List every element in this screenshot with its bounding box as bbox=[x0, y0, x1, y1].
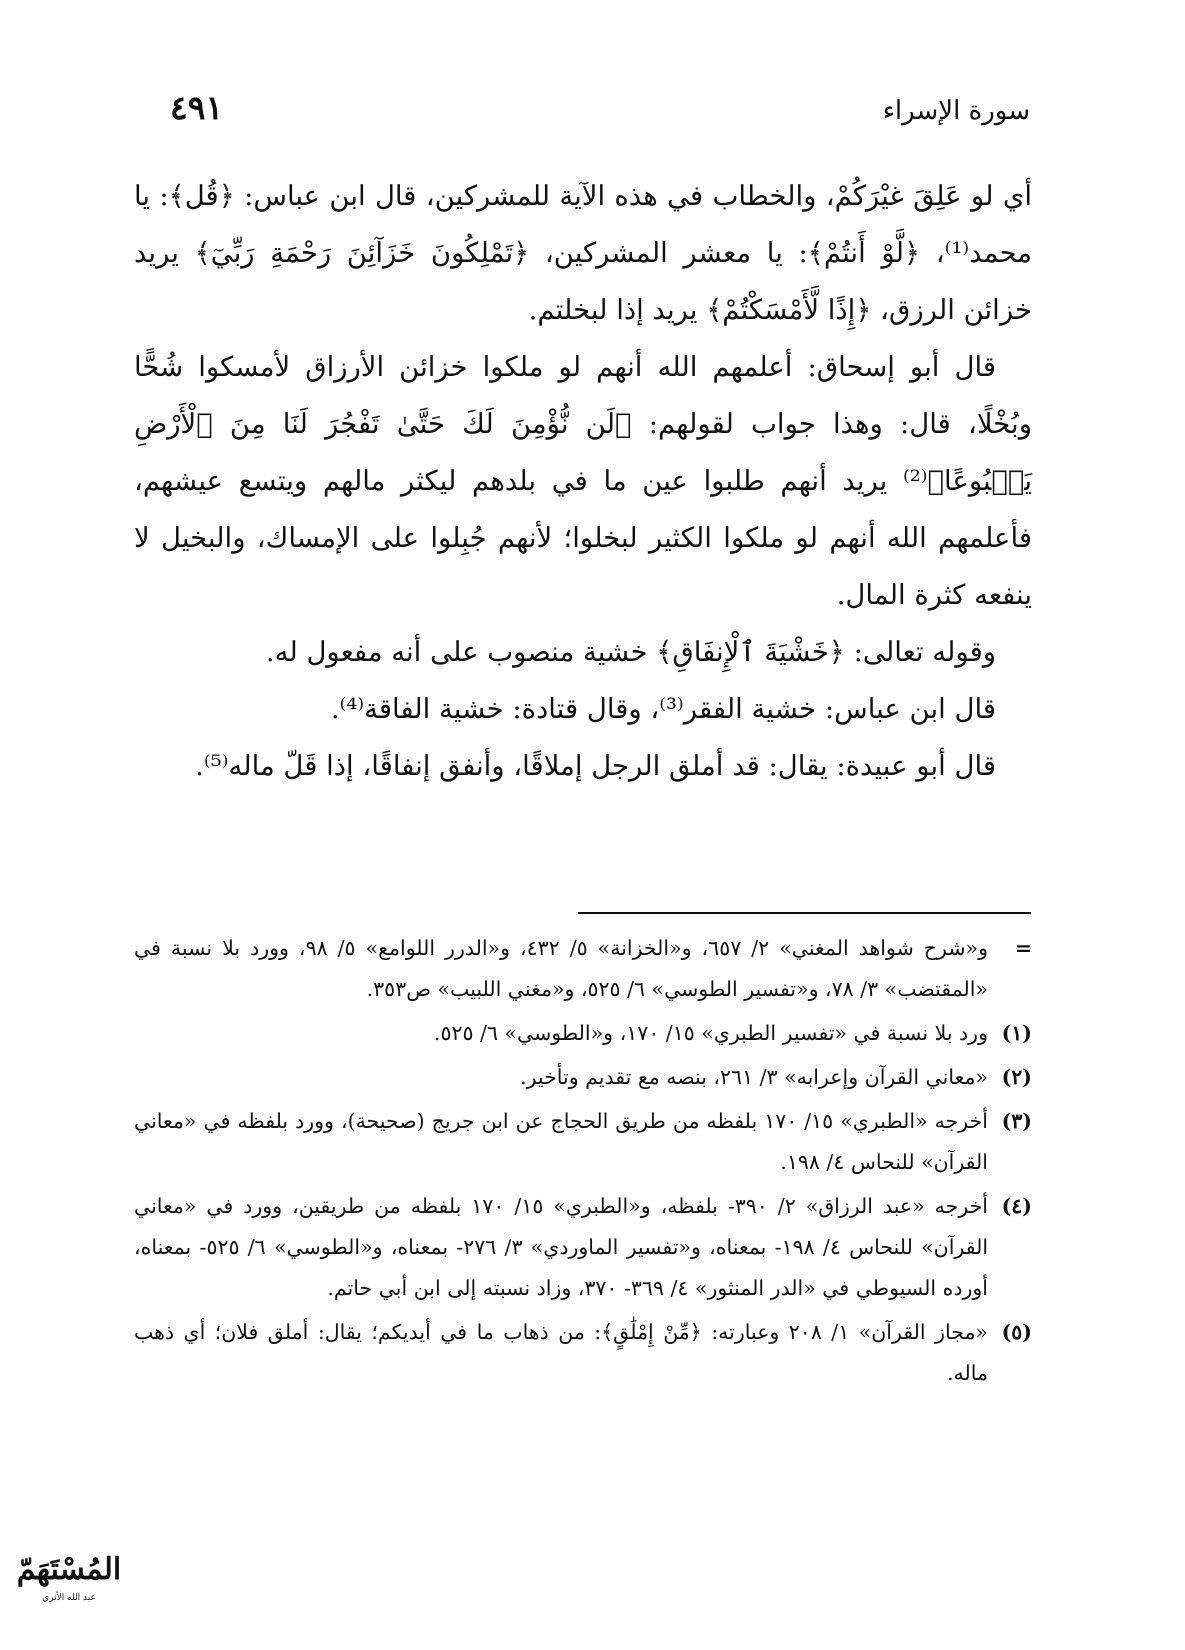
footnote bbox=[134, 1057, 1032, 1098]
page-number: ٤٩١ bbox=[170, 88, 224, 127]
body-paragraph: وقوله تعالى: ﴿خَشْيَةَ ٱلْإِنفَاقِ﴾ خشية منصوب على أنه مفعول له. bbox=[265, 636, 996, 668]
body-paragraph: قال أبو عبيدة: يقال: قد أملق الرجل إملاقًا، وأنفق إنفاقًا، إذا قَلّ ماله⁽⁵⁾. bbox=[195, 750, 996, 782]
footnote-text: «مجاز القرآن» ١/ ٢٠٨ وعبارته: ﴿مِّنْ إِمْلَٰقٍ﴾: من ذهاب ما في أيديكم؛ يقال: أملق فلان؛ أي ذهب ماله. bbox=[134, 1320, 988, 1385]
footnote-number: (٥) bbox=[1001, 1320, 1032, 1344]
footnote bbox=[134, 1101, 1032, 1183]
footnote bbox=[134, 1013, 1032, 1054]
watermark-text: المُسْتَهَمّ bbox=[16, 1552, 122, 1587]
footnote bbox=[134, 1312, 1032, 1394]
footnote-number: (٢) bbox=[1001, 1065, 1032, 1089]
footnotes bbox=[134, 928, 1032, 1397]
footnote-number: (٣) bbox=[1001, 1109, 1032, 1133]
footnote-separator bbox=[578, 912, 1031, 914]
main-text bbox=[134, 168, 1032, 795]
footnote-number: = bbox=[1014, 936, 1032, 960]
watermark-subtext: عبد الله الأثري bbox=[42, 1593, 96, 1603]
footnote bbox=[134, 928, 1032, 1010]
footnote-number: (١) bbox=[1001, 1021, 1032, 1045]
footnote-text: أخرجه «الطبري» ١٥/ ١٧٠ بلفظه من طريق الحجاج عن ابن جريج (صحيحة)، وورد بلفظه في «معاني القرآن» للنحاس ٤/ ١٩٨. bbox=[134, 1109, 988, 1174]
footnote bbox=[134, 1186, 1032, 1309]
footnote-text: أخرجه «عبد الرزاق» ٢/ ٣٩٠- بلفظه، و«الطبري» ١٥/ ١٧٠ بلفظه من طريقين، وورد في «معاني القرآن» للنحاس ٤/ ١٩٨- بمعناه، و«تفسير الماوردي» ٣/ ٢٧٦- بمعناه، و«الطوسي» ٦/ ٥٢٥- بمعناه، أورده السيوطي في «الدر المنثور» ٤/ ٣٦٩- ٣٧٠، وزاد نسبته إلى ابن أبي حاتم. bbox=[134, 1194, 989, 1300]
footnote-number: (٤) bbox=[1001, 1194, 1032, 1218]
watermark-logo bbox=[6, 1548, 132, 1620]
footnote-text: ورد بلا نسبة في «تفسير الطبري» ١٥/ ١٧٠، و«الطوسي» ٦/ ٥٢٥. bbox=[433, 1021, 988, 1045]
body-paragraph: قال ابن عباس: خشية الفقر⁽³⁾، وقال قتادة: خشية الفاقة⁽⁴⁾. bbox=[330, 693, 996, 725]
footnote-text: «معاني القرآن وإعرابه» ٣/ ٢٦١، بنصه مع تقديم وتأخير. bbox=[520, 1065, 988, 1089]
footnote-text: و«شرح شواهد المغني» ٢/ ٦٥٧، و«الخزانة» ٥/ ٤٣٢، و«الدرر اللوامع» ٥/ ٩٨، وورد بلا نسبة في «المقتضب» ٣/ ٧٨، و«تفسير الطوسي» ٦/ ٥٢٥، و«مغني اللبيب» ص٣٥٣. bbox=[134, 936, 988, 1001]
body-paragraph: أي لو عَلِقَ غيْرَكُمْ، والخطاب في هذه الآية للمشركين، قال ابن عباس: ﴿قُل﴾: يا محمد⁽¹⁾، ﴿لَّوْ أَنتُمْ﴾: يا معشر المشركين، ﴿تَمْلِكُونَ خَزَآئِنَ رَحْمَةِ رَبِّيٓ﴾ يريد خزائن الرزق، ﴿إِذًا لَّأَمْسَكْتُمْ﴾ يريد إذا لبخلتم. bbox=[134, 180, 1032, 326]
surah-title: سورة الإسراء bbox=[882, 96, 1030, 126]
page-header bbox=[170, 88, 1030, 138]
body-paragraph: قال أبو إسحاق: أعلمهم الله أنهم لو ملكوا خزائن الأرزاق لأمسكوا شُحًّا وبُخْلًا، قال: وهذا جواب لقولهم: ﴿لَن نُّؤْمِنَ لَكَ حَتَّىٰ تَفْجُرَ لَنَا مِنَ ٱلْأَرْضِ يَنۢبُوعًا﴾⁽²⁾ يريد أنهم طلبوا عين ما في بلدهم ليكثر مالهم ويتسع عيشهم، فأعلمهم الله أنهم لو ملكوا الكثير لبخلوا؛ لأنهم جُبِلوا على الإمساك، والبخيل لا ينفعه كثرة المال. bbox=[134, 351, 1032, 611]
